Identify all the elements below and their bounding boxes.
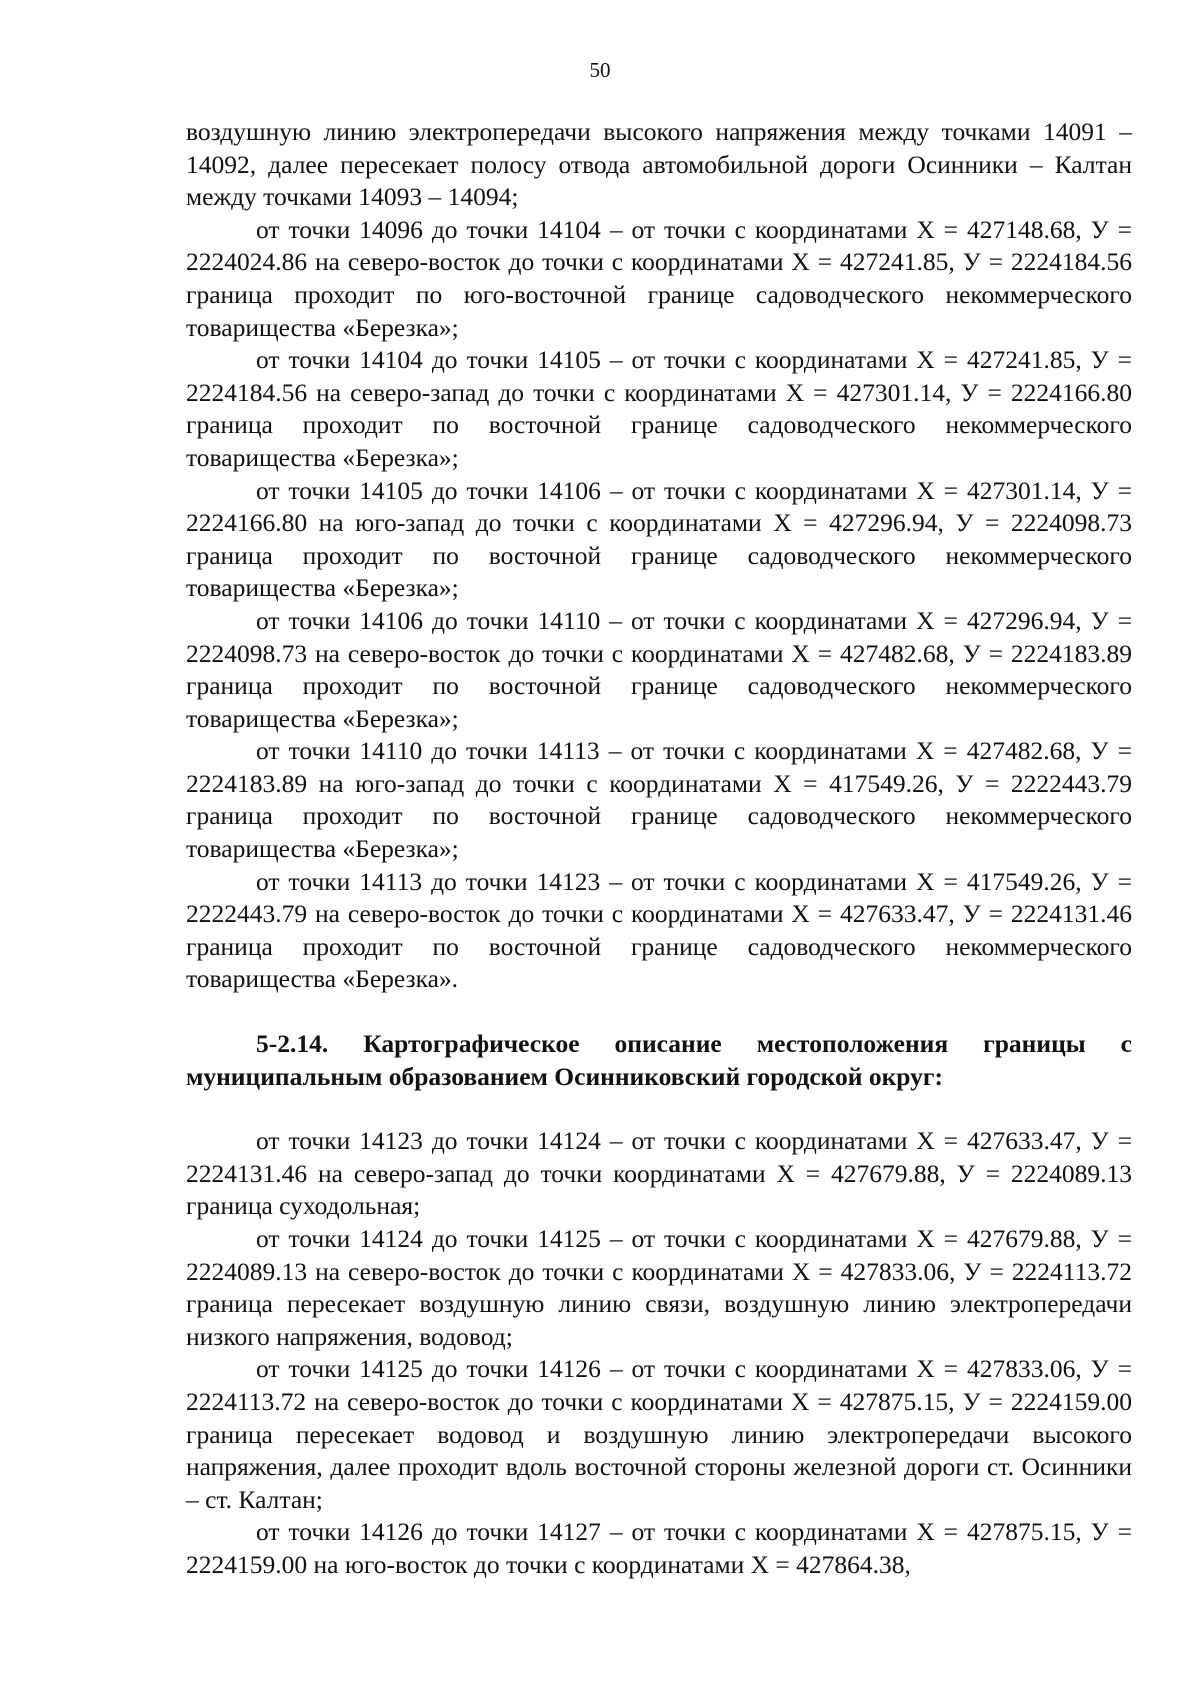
page-number: 50 bbox=[589, 58, 611, 82]
boundary-paragraph-14104-14105: от точки 14104 до точки 14105 – от точки с координатами Х = 427241.85, У = 2224184.56 на северо-запад до точки с координатами Х = 427301.14, У = 2224166.80 граница проходит по восточной границе садоводческого некоммерческого товарищества «Березка»; bbox=[186, 345, 1132, 472]
boundary-paragraph-14123-14124: от точки 14123 до точки 14124 – от точки с координатами Х = 427633.47, У = 2224131.46 на северо-запад до точки координатами Х = 427679.88, У = 2224089.13 граница суходольная; bbox=[186, 1126, 1132, 1221]
boundary-paragraph-14110-14113: от точки 14110 до точки 14113 – от точки с координатами Х = 427482.68, У = 2224183.89 на юго-запад до точки с координатами Х = 417549.26, У = 2222443.79 граница проходит по восточной границе садоводческого некоммерческого товарищества «Березка»; bbox=[186, 736, 1132, 864]
boundary-paragraph-14106-14110: от точки 14106 до точки 14110 – от точки с координатами Х = 427296.94, У = 2224098.73 на северо-восток до точки с координатами Х = 427482.68, У = 2224183.89 граница проходит по восточной границе садоводческого некоммерческого товарищества «Березка»; bbox=[186, 605, 1132, 733]
boundary-paragraph-14124-14125: от точки 14124 до точки 14125 – от точки с координатами Х = 427679.88, У = 2224089.13 на северо-восток до точки с координатами Х = 427833.06, У = 2224113.72 граница пересекает воздушную линию связи, воздушную линию электропередачи низкого напряжения, водовод; bbox=[186, 1224, 1132, 1351]
spacer bbox=[186, 1093, 1132, 1125]
continuation-paragraph: воздушную линию электропередачи высокого напряжения между точками 14091 – 14092, далее пересекает полосу отвода автомобильной дороги Осинники – Калтан между точками 14093 – 14094; bbox=[186, 117, 1132, 212]
section-heading: 5-2.14. Картографическое описание местоположения границы с муниципальным образованием Осинниковский городской округ: bbox=[186, 1029, 1132, 1091]
boundary-paragraph-14126-14127: от точки 14126 до точки 14127 – от точки с координатами Х = 427875.15, У = 2224159.00 на юго-восток до точки с координатами Х = 427864.38, bbox=[186, 1517, 1132, 1579]
document-body bbox=[186, 116, 1132, 1582]
boundary-paragraph-14113-14123: от точки 14113 до точки 14123 – от точки с координатами Х = 417549.26, У = 2222443.79 на северо-восток до точки с координатами Х = 427633.47, У = 2224131.46 граница проходит по восточной границе садоводческого некоммерческого товарищества «Березка». bbox=[186, 866, 1132, 994]
boundary-paragraph-14125-14126: от точки 14125 до точки 14126 – от точки с координатами Х = 427833.06, У = 2224113.72 на северо-восток до точки с координатами Х = 427875.15, У = 2224159.00 граница пересекает водовод и воздушную линию электропередачи высокого напряжения, далее проходит вдоль восточной стороны железной дороги ст. Осинники – ст. Калтан; bbox=[186, 1354, 1132, 1514]
spacer bbox=[186, 996, 1132, 1028]
boundary-paragraph-14096-14104: от точки 14096 до точки 14104 – от точки с координатами Х = 427148.68, У = 2224024.86 на северо-восток до точки с координатами Х = 427241.85, У = 2224184.56 граница проходит по юго-восточной границе садоводческого некоммерческого товарищества «Березка»; bbox=[186, 214, 1132, 342]
boundary-paragraph-14105-14106: от точки 14105 до точки 14106 – от точки с координатами Х = 427301.14, У = 2224166.80 на юго-запад до точки с координатами Х = 427296.94, У = 2224098.73 граница проходит по восточной границе садоводческого некоммерческого товарищества «Березка»; bbox=[186, 475, 1132, 603]
